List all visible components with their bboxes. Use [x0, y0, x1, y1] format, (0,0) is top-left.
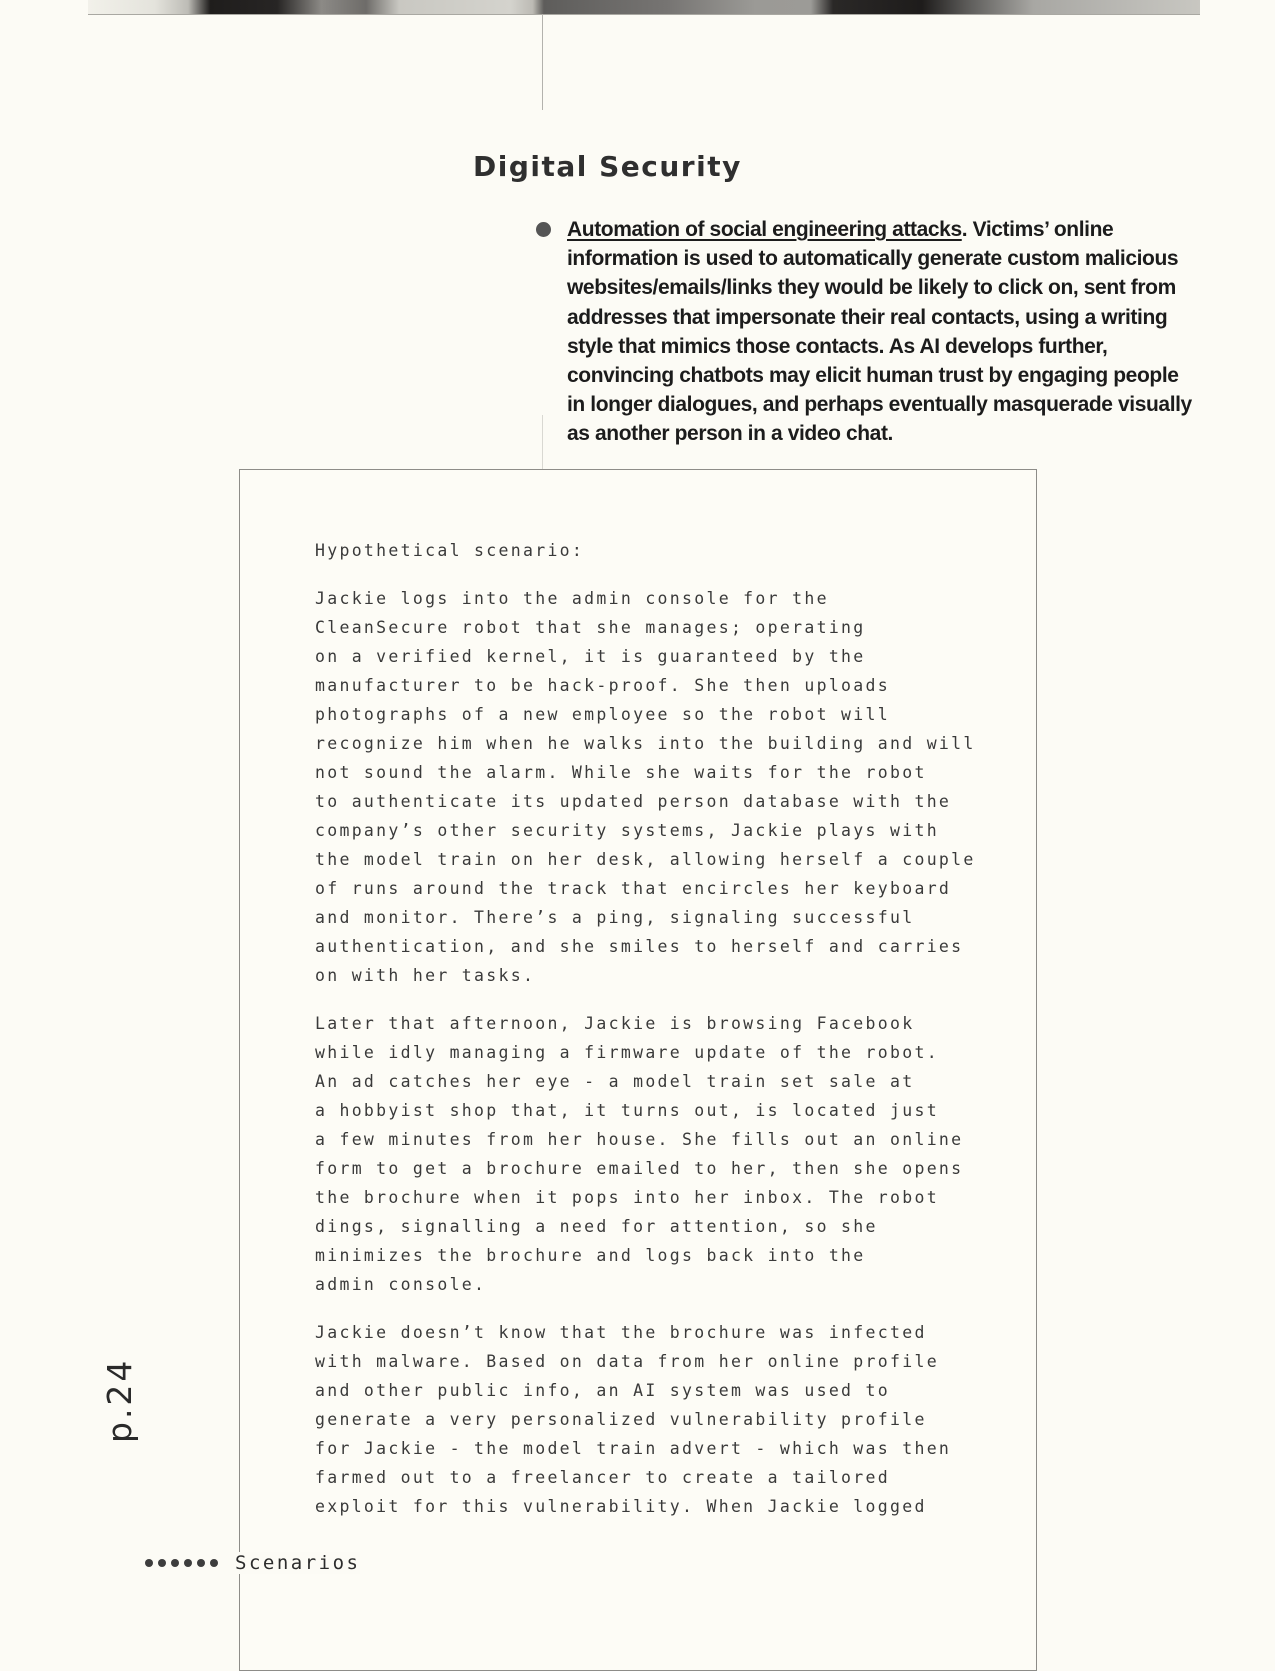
- threat-description: [567, 215, 1197, 449]
- footer-section-label: [145, 1552, 360, 1574]
- header-gradient-bar: [88, 0, 1200, 15]
- page-number: p.24: [100, 1357, 139, 1443]
- center-divider-line: [542, 14, 543, 110]
- section-name: Scenarios: [235, 1552, 361, 1574]
- scenario-paragraph: Jackie doesn’t know that the brochure was infected with malware. Based on data from her online profile and other public info, an AI system was used to generate a very personalized vulnerability profile for Jackie - the model train advert - which was then farmed out to a freelancer to create a tailored exploit for this vulnerability. When Jackie logged: [315, 1323, 952, 1516]
- dots-icon: [145, 1559, 218, 1567]
- scenario-heading: Hypothetical scenario:: [315, 541, 585, 560]
- scenario-paragraph: Later that afternoon, Jackie is browsing Facebook while idly managing a firmware update of the robot. An ad catches her eye - a model train set sale at a hobbyist shop that, it turns out, is located just a few minutes from her house. She fills out an online form to get a brochure emailed to her, then she opens the brochure when it pops into her inbox. The robot dings, signalling a need for attention, so she minimizes the brochure and logs back into the admin console.: [315, 1014, 964, 1294]
- scenario-paragraph: Jackie logs into the admin console for the CleanSecure robot that she manages; operating on a verified kernel, it is guaranteed by the manufacturer to be hack-proof. She then uploads photographs of a new employee so the robot will recognize him when he walks into the building and will not sound the alarm. While she waits for the robot to authenticate its updated person database with the company’s other security systems, Jackie plays with the model train on her desk, allowing herself a couple of runs around the track that encircles her keyboard and monitor. There’s a ping, signaling successful authentication, and she smiles to herself and carries on with her tasks.: [315, 589, 976, 985]
- scenario-content: [315, 536, 995, 1540]
- threat-term: Automation of social engineering attacks: [567, 218, 962, 241]
- bullet-dot-icon: [536, 222, 551, 237]
- threat-text: . Victims’ online information is used to automatically generate custom malicious websites/emails/links they would be likely to click on, sent from addresses that impersonate their real contacts, using a writing style that mimics those contacts. As AI develops further, convincing chatbots may elicit human trust by engaging people in longer dialogues, and perhaps eventually masquerade visually as another person in a video chat.: [567, 218, 1192, 446]
- section-title: Digital Security: [473, 150, 742, 183]
